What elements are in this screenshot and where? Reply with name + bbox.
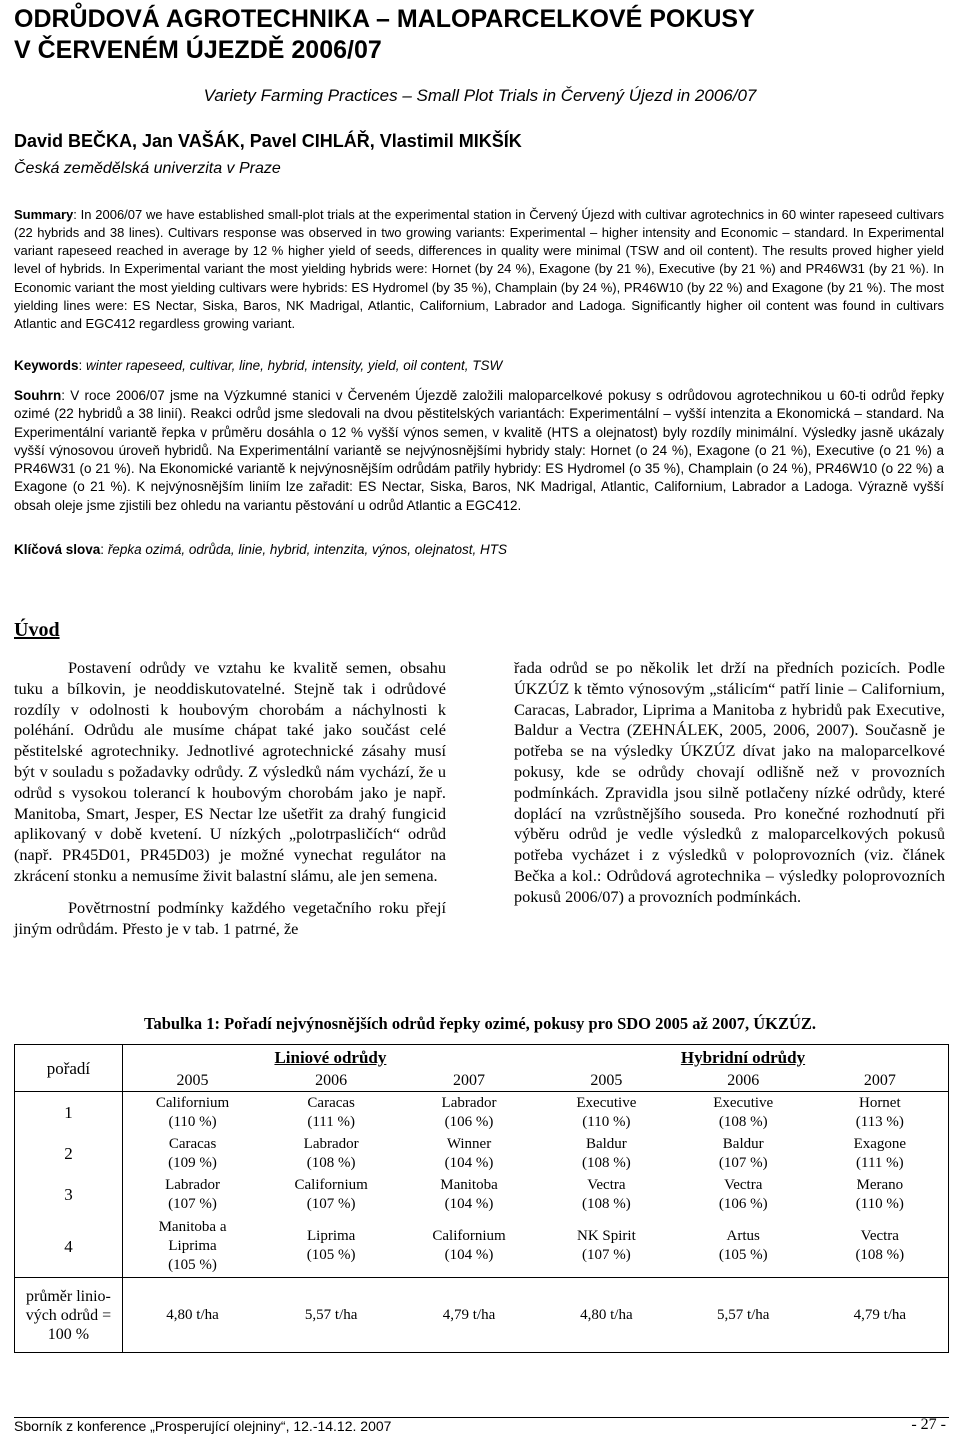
souhrn-label: Souhrn bbox=[14, 388, 62, 403]
cultivar-percent: (113 %) bbox=[855, 1113, 904, 1130]
cultivar-name: NK Spirit bbox=[576, 1228, 636, 1244]
cultivar-name: Exagone bbox=[853, 1135, 907, 1152]
average-value: 4,79 t/ha bbox=[853, 1306, 907, 1323]
table-row bbox=[15, 1092, 949, 1134]
page-title bbox=[14, 4, 954, 66]
cultivar-percent: (108 %) bbox=[582, 1154, 631, 1171]
average-value: 5,57 t/ha bbox=[716, 1306, 770, 1323]
cultivar-name: Executive bbox=[576, 1094, 637, 1111]
table-cell bbox=[400, 1133, 538, 1174]
cultivar-percent: (111 %) bbox=[856, 1154, 904, 1171]
cultivar-name: Vectra bbox=[860, 1228, 899, 1244]
table-cell bbox=[812, 1215, 949, 1278]
table-cell bbox=[122, 1215, 262, 1278]
cultivar-name: Caracas bbox=[168, 1135, 217, 1152]
average-label bbox=[15, 1278, 123, 1353]
average-value: 4,79 t/ha bbox=[442, 1306, 496, 1323]
table-row bbox=[15, 1174, 949, 1215]
table-cell bbox=[675, 1133, 812, 1174]
cultivar-percent: (109 %) bbox=[168, 1154, 217, 1171]
cultivar-percent: (110 %) bbox=[168, 1113, 217, 1130]
cultivar-percent: (110 %) bbox=[582, 1113, 631, 1130]
lines-group-header: Liniové odrůdy bbox=[122, 1045, 538, 1070]
cultivar-name: Merano bbox=[856, 1176, 904, 1193]
cultivar-name: Liprima bbox=[168, 1237, 217, 1254]
cultivar-percent: (107 %) bbox=[168, 1195, 217, 1212]
rank-cell: 3 bbox=[64, 1185, 73, 1204]
affiliation: Česká zemědělská univerzita v Praze bbox=[14, 160, 281, 177]
table-cell bbox=[262, 1092, 400, 1134]
intro-paragraph-1: Postavení odrůdy ve vztahu ke kvalitě semen, obsahu tuku a bílkovin, je neoddiskutovatelné. Stejně tak i odrůdové rozdíly v odolnosti k houbovým chorobám a náchylnosti k poléhání. Odrůdu ale musíme chápat také jako součást celé pěstitelské agrotechniky. Jednotlivé agrotechnické zásahy musí být v souladu s požadavky odrůdy. Z výsledků nám vychází, že u odrůd s vysokou tolerancí k houbovým chorobám jako je např. Manitoba, Smart, Jesper, ES Nectar lze ušetřit za drahý fungicid aplikovaný v době kvetení. U nízkých „polotrpasličích“ odrůd (např. PR45D01, PR45D03) je možné vynechat regulátor na zkrácení stonku a nemusíme živit balastní slámu, ale jen semena. bbox=[14, 658, 446, 885]
authors: David BEČKA, Jan VAŠÁK, Pavel CIHLÁŘ, Vlastimil MIKŠÍK bbox=[14, 131, 522, 151]
klicova-text: řepka ozimá, odrůda, linie, hybrid, intenzita, výnos, olejnatost, HTS bbox=[107, 542, 508, 557]
year-header: 2007 bbox=[453, 1071, 486, 1089]
table-cell bbox=[122, 1133, 262, 1174]
title-line-1: ODRŮDOVÁ AGROTECHNIKA – MALOPARCELKOVÉ POKUSY bbox=[14, 5, 755, 33]
table-cell bbox=[400, 1092, 538, 1134]
cultivar-name: Californium bbox=[432, 1228, 506, 1244]
cultivar-name: Vectra bbox=[587, 1176, 626, 1193]
keywords-paragraph bbox=[14, 357, 944, 375]
title-line-2: V ČERVENÉM ÚJEZDĚ 2006/07 bbox=[14, 36, 382, 64]
cultivar-percent: (108 %) bbox=[582, 1195, 631, 1212]
table-cell bbox=[812, 1133, 949, 1174]
intro-paragraph-2: Povětrnostní podmínky každého vegetačního roku přejí jiným odrůdám. Přesto je v tab. 1 patrné, že bbox=[14, 897, 446, 938]
table-cell bbox=[538, 1133, 675, 1174]
cultivar-percent: (104 %) bbox=[444, 1247, 494, 1263]
hybrids-group-header: Hybridní odrůdy bbox=[680, 1047, 806, 1067]
cultivar-percent: (108 %) bbox=[306, 1154, 356, 1171]
cultivar-percent: (110 %) bbox=[855, 1195, 904, 1212]
table-header-row bbox=[15, 1045, 949, 1070]
cultivar-name: Baldur bbox=[585, 1135, 627, 1152]
average-value: 4,80 t/ha bbox=[580, 1306, 633, 1323]
keywords-colon: : bbox=[78, 358, 87, 373]
cultivar-percent: (108 %) bbox=[855, 1247, 905, 1263]
cultivar-name: Vectra bbox=[724, 1176, 763, 1193]
summary-paragraph bbox=[14, 206, 944, 333]
intro-left-column bbox=[14, 658, 446, 939]
cultivar-name: Hornet bbox=[858, 1094, 901, 1111]
cultivar-name: Artus bbox=[726, 1228, 760, 1244]
klicova-label: Klíčová slova bbox=[14, 542, 101, 557]
average-label-line: průměr linio- bbox=[26, 1287, 111, 1305]
cultivar-name: Winner bbox=[446, 1135, 492, 1152]
cultivar-name: Manitoba bbox=[440, 1176, 498, 1193]
table-cell bbox=[538, 1215, 675, 1278]
cultivar-percent: (108 %) bbox=[718, 1113, 768, 1130]
cultivar-name: Californium bbox=[155, 1094, 230, 1111]
rank-cell: 2 bbox=[64, 1144, 73, 1163]
cultivar-percent: (107 %) bbox=[718, 1154, 768, 1171]
rank-cell: 1 bbox=[64, 1103, 73, 1122]
cultivar-name: Labrador bbox=[441, 1094, 497, 1111]
table-cell bbox=[262, 1174, 400, 1215]
average-value: 5,57 t/ha bbox=[304, 1306, 358, 1323]
cultivar-name: Caracas bbox=[307, 1094, 355, 1111]
table-cell bbox=[262, 1215, 400, 1278]
average-label-line: 100 % bbox=[47, 1325, 90, 1343]
intro-paragraph-3: řada odrůd se po několik let drží na předních pozicích. Podle ÚKZÚZ k těmto výnosovým „stálicím“ patří linie – Californium, Caracas, Labrador, Liprima a Manitoba z hybridů pak Executive, Baldur a Vectra (ZEHNÁLEK, 2005, 2006, 2007). Současně je potřeba se na výsledky ÚKZÚZ dívat jako na maloparcelkové pokusy, kde se odrůdy chovají odlišně než v provozních podmínkách. Zpravidla jsou silně potlačeny nízké odrůdy, které doplácí na vzrůstnějšího souseda. Pro konečné rozhodnutí při výběru odrůd je vedle výsledků z maloparcelkových pokusů potřeba vycházet i z výsledků v poloprovozních (viz. článek Bečka a kol.: Odrůdová agrotechnika – výsledky poloprovozních pokusů 2006/07) a provozních podmínkách. bbox=[514, 658, 945, 906]
souhrn-text: : V roce 2006/07 jsme na Výzkumné stanici v Červeném Újezdě založili maloparcelkové pokusy s odrůdovou agrotechnikou u 60-ti odrůd řepky ozimé (22 hybridů a 38 linií). Reakci odrůd jsme sledovali na dvou pěstitelských variantách: Experimentální – vyšší intenzita a Ekonomická – standard. Na Experimentální variantě řepka v průměru dosáhla o 12 % vyšší výnos semen, v kvalitě (HTS a olejnatost) byly rozdíly minimální. Výsledky jasně ukázaly vyšší výnosovou úroveň hybridů. Na Experimentální variantě se nejvýnosnějšími hybridy staly: Hornet (o 24 %), Exagone (o 21 %), Executive (o 21 %) a PR46W31 (o 21 %). Na Ekonomické variantě k nejvýnosnějším odrůdám patřily hybridy: ES Hydromel (o 35 %), Champlain (o 24 %), PR46W10 (o 22 %) a Exagone (o 21 %). K nejvýnosnějším liniím lze zařadit: ES Nectar, Siska, Baros, NK Madrigal, Atlantic, Californium, Labrador a Ladoga. Výrazně vyšší obsah oleje jsme zjistili bez ohledu na variantu pěstování u odrůd Atlantic a EGC412. bbox=[14, 388, 944, 513]
footer-conference: Sborník z konference „Prosperující olejniny“, 12.-14.12. 2007 bbox=[14, 1418, 392, 1434]
cultivar-percent: (106 %) bbox=[718, 1195, 768, 1212]
cultivar-percent: (111 %) bbox=[307, 1113, 355, 1130]
table-cell bbox=[675, 1092, 812, 1134]
cultivar-name: Executive bbox=[713, 1094, 774, 1111]
klicova-colon: : bbox=[100, 542, 108, 557]
table-cell bbox=[538, 1092, 675, 1134]
year-header: 2006 bbox=[727, 1071, 760, 1089]
year-header: 2005 bbox=[590, 1071, 623, 1089]
keywords-text: winter rapeseed, cultivar, line, hybrid, intensity, yield, oil content, TSW bbox=[86, 358, 503, 373]
cultivar-name: Manitoba a bbox=[158, 1218, 227, 1235]
cultivar-name: Liprima bbox=[307, 1228, 356, 1244]
subtitle: Variety Farming Practices – Small Plot Trials in Červený Újezd in 2006/07 bbox=[203, 86, 757, 105]
average-value: 4,80 t/ha bbox=[122, 1278, 262, 1353]
data-table bbox=[14, 1044, 949, 1353]
year-header: 2006 bbox=[315, 1071, 348, 1089]
cultivar-percent: (104 %) bbox=[444, 1195, 494, 1212]
summary-text: : In 2006/07 we have established small-plot trials at the experimental station in Červený Újezd with cultivar agrotechnics in 60 winter rapeseed cultivars (22 hybrids and 38 lines). Cultivars response was observed in two growing variants: Experimental – higher intensity and Economic – standard. In Experimental variant rapeseed reached in average by 12 % higher yield of seeds, differences in quality were minimal (TSW and oil content). The results proved higher yield level of hybrids. In Experimental variant the most yielding hybrids were: Hornet (by 24 %), Exagone (by 21 %), Executive (by 21 %) and PR46W31 (by 21 %). In Economic variant the most yielding cultivars were hybrids: ES Hydromel (by 35 %), Champlain (by 24 %), PR46W10 (by 22 %) and Exagone (by 21 %). The most yielding lines were: ES Nectar, Siska, Baros, NK Madrigal, Atlantic, Californium, Labrador and Ladoga. Significantly higher oil content was found in cultivars Atlantic and EGC412 regardless growing variant. bbox=[14, 207, 944, 331]
table-cell bbox=[812, 1092, 949, 1134]
cultivar-name: Baldur bbox=[722, 1135, 764, 1152]
cultivar-percent: (105 %) bbox=[306, 1247, 356, 1263]
table-average-row bbox=[15, 1278, 949, 1353]
average-label-line: vých odrůd = bbox=[25, 1306, 112, 1324]
table-cell bbox=[812, 1174, 949, 1215]
summary-label: Summary bbox=[14, 207, 74, 222]
table-cell bbox=[400, 1174, 538, 1215]
table-row bbox=[15, 1215, 949, 1278]
keywords-label: Keywords bbox=[14, 358, 79, 373]
cultivar-percent: (105 %) bbox=[718, 1247, 768, 1263]
rank-cell: 4 bbox=[64, 1236, 73, 1256]
table-years-row bbox=[15, 1069, 949, 1092]
klicova-slova-paragraph bbox=[14, 541, 944, 559]
cultivar-name: Labrador bbox=[165, 1176, 221, 1193]
cultivar-name: Labrador bbox=[303, 1135, 359, 1152]
year-header: 2005 bbox=[122, 1069, 262, 1092]
intro-right-column bbox=[514, 658, 945, 908]
table-row bbox=[15, 1133, 949, 1174]
table-cell bbox=[400, 1215, 538, 1278]
cultivar-name: Californium bbox=[294, 1176, 368, 1193]
table-cell bbox=[122, 1092, 262, 1134]
table-cell bbox=[675, 1174, 812, 1215]
cultivar-percent: (107 %) bbox=[582, 1247, 631, 1263]
page-number: - 27 - bbox=[911, 1416, 946, 1433]
cultivar-percent: (104 %) bbox=[444, 1154, 494, 1171]
year-header: 2007 bbox=[863, 1071, 896, 1089]
table-cell bbox=[675, 1215, 812, 1278]
table-cell bbox=[538, 1174, 675, 1215]
rank-header: pořadí bbox=[46, 1058, 91, 1078]
table-cell bbox=[262, 1133, 400, 1174]
cultivar-percent: (106 %) bbox=[444, 1113, 494, 1130]
table-caption: Tabulka 1: Pořadí nejvýnosnějších odrůd řepky ozimé, pokusy pro SDO 2005 až 2007, ÚKZÚZ. bbox=[143, 1014, 816, 1033]
souhrn-paragraph bbox=[14, 387, 944, 515]
cultivar-percent: (105 %) bbox=[168, 1256, 217, 1273]
cultivar-percent: (107 %) bbox=[306, 1195, 356, 1212]
table-cell bbox=[122, 1174, 262, 1215]
intro-heading: Úvod bbox=[14, 619, 60, 641]
